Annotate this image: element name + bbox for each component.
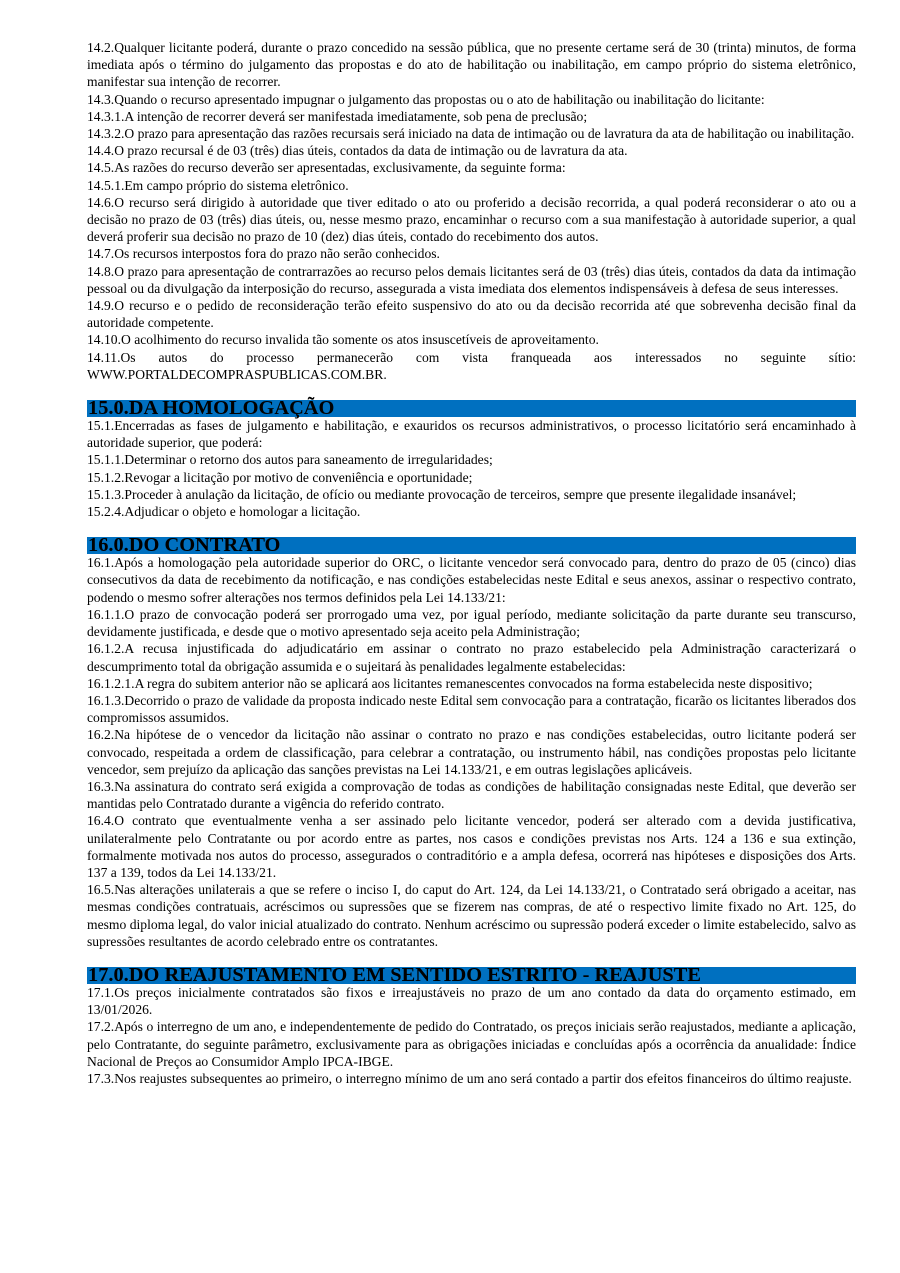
clause-16-2: 16.2.Na hipótese de o vencedor da licitação não assinar o contrato no prazo e nas condições estabelecidas, outro licitante poderá ser convocado, respeitada a ordem de classificação, para celebrar a contratação, ou instrumento hábil, nas condições propostas pelo licitante vencedor, sem prejuízo da aplicação das sanções previstas na Lei 14.133/21, e em outras legislações aplicáveis. — [87, 727, 856, 777]
clause-14-3: 14.3.Quando o recurso apresentado impugnar o julgamento das propostas ou o ato de habilitação ou inabilitação do licitante: — [87, 91, 765, 107]
clause-16-1: 16.1.Após a homologação pela autoridade superior do ORC, o licitante vencedor será convocado para, dentro do prazo de 05 (cinco) dias consecutivos da data de recebimento da notificação, e nas condições estabelecidas neste Edital e seus anexos, assinar o respectivo contrato, podendo o mesmo sofrer alterações nos termos definidos pela Lei 14.133/21: — [87, 555, 856, 605]
clause-15-1-1: 15.1.1.Determinar o retorno dos autos para saneamento de irregularidades; — [87, 452, 493, 468]
clause-15-1: 15.1.Encerradas as fases de julgamento e habilitação, e exauridos os recursos administrativos, o processo licitatório será encaminhado à autoridade superior, que poderá: — [87, 418, 856, 451]
clause-14-6: 14.6.O recurso será dirigido à autoridade que tiver editado o ato ou proferido a decisão recorrida, a qual poderá reconsiderar o ato ou a decisão no prazo de 03 (três) dias úteis, ou, nesse mesmo prazo, encaminhar o recurso com a sua manifestação à autoridade superior, a qual deverá proferir sua decisão no prazo de 10 (dez) dias úteis, contado do recebimento dos autos. — [87, 194, 856, 245]
clause-16-1-3: 16.1.3.Decorrido o prazo de validade da proposta indicado neste Edital sem convocação para a contratação, ficarão os licitantes liberados dos compromissos assumidos. — [87, 692, 856, 726]
section-heading-16: 16.0.DO CONTRATO — [87, 537, 856, 554]
clause-17-3: 17.3.Nos reajustes subsequentes ao primeiro, o interregno mínimo de um ano será contado a partir dos efeitos financeiros do último reajuste. — [87, 1070, 852, 1086]
clause-17-1: 17.1.Os preços inicialmente contratados são fixos e irreajustáveis no prazo de um ano contado da data do orçamento estimado, em 13/01/2026. — [87, 984, 856, 1018]
clause-16-5: 16.5.Nas alterações unilaterais a que se refere o inciso I, do caput do Art. 124, da Lei 14.133/21, o Contratado será obrigado a aceitar, nas mesmas condições contratuais, acréscimos ou supressões que se fizerem nas compras, de até o respectivo limite fixado no Art. 125, do mesmo diploma legal, do valor inicial atualizado do contrato. Nenhum acréscimo ou supressão poderá exceder o limite estabelecido, salvo as supressões resultantes de acordo celebrado entre os contratantes. — [87, 882, 856, 949]
section-heading-15: 15.0.DA HOMOLOGAÇÃO — [87, 400, 856, 417]
section-17-reajuste — [87, 963, 856, 1087]
section-16-contrato — [87, 534, 856, 950]
clause-14-4: 14.4.O prazo recursal é de 03 (três) dias úteis, contados da data de intimação ou de lavratura da ata. — [87, 143, 628, 159]
clause-16-1-2: 16.1.2.A recusa injustificada do adjudicatário em assinar o contrato no prazo estabelecido pela Administração caracterizará o descumprimento total da obrigação assumida e o sujeitará às penalidades legalmente estabelecidas: — [87, 641, 856, 674]
clause-14-3-1: 14.3.1.A intenção de recorrer deverá ser manifestada imediatamente, sob pena de preclusão; — [87, 108, 588, 124]
clause-14-7: 14.7.Os recursos interpostos fora do prazo não serão conhecidos. — [87, 246, 440, 262]
clause-14-5-1: 14.5.1.Em campo próprio do sistema eletrônico. — [87, 177, 349, 193]
clause-14-10: 14.10.O acolhimento do recurso invalida tão somente os atos insuscetíveis de aproveitamento. — [87, 332, 599, 348]
clause-17-2: 17.2.Após o interregno de um ano, e independentemente de pedido do Contratado, os preços iniciais serão reajustados, mediante a aplicação, pelo Contratante, do seguinte parâmetro, exclusivamente para as obrigações iniciadas e concluídas após a ocorrência da anualidade: Índice Nacional de Preços ao Consumidor Amplo IPCA-IBGE. — [87, 1019, 856, 1069]
clause-14-2: 14.2.Qualquer licitante poderá, durante o prazo concedido na sessão pública, que no presente certame será de 30 (trinta) minutos, de forma imediata após o término do julgamento das propostas e do ato de habilitação ou inabilitação, em campo próprio do sistema eletrônico, manifestar sua intenção de recorrer. — [87, 40, 856, 90]
clause-15-2-4: 15.2.4.Adjudicar o objeto e homologar a licitação. — [87, 504, 361, 520]
clause-15-1-2: 15.1.2.Revogar a licitação por motivo de conveniência e oportunidade; — [87, 469, 473, 485]
clause-16-1-1: 16.1.1.O prazo de convocação poderá ser prorrogado uma vez, por igual período, mediante solicitação da parte durante seu transcurso, devidamente justificada, e desde que o motivo apresentado seja aceito pela Administração; — [87, 606, 856, 640]
clause-14-9: 14.9.O recurso e o pedido de reconsideração terão efeito suspensivo do ato ou da decisão recorrida até que sobrevenha decisão final da autoridade competente. — [87, 298, 856, 331]
clause-14-11: 14.11.Os autos do processo permanecerão com vista franqueada aos interessados no seguinte sítio: WWW.PORTALDECOMPRASPUBLICAS.COM.BR. — [87, 349, 856, 382]
section-15-homologacao — [87, 397, 856, 520]
clause-14-3-2: 14.3.2.O prazo para apresentação das razões recursais será iniciado na data de intimação ou de lavratura da ata de habilitação ou inabilitação. — [87, 126, 855, 142]
clause-16-3: 16.3.Na assinatura do contrato será exigida a comprovação de todas as condições de habilitação consignadas neste Edital, que deverão ser mantidas pelo Contratado durante a vigência do referido contrato. — [87, 778, 856, 812]
clause-14-8: 14.8.O prazo para apresentação de contrarrazões ao recurso pelos demais licitantes será de 03 (três) dias úteis, contados da data da intimação pessoal ou da divulgação da interposição do recurso, assegurada a vista imediata dos elementos indispensáveis à defesa de seus interesses. — [87, 263, 856, 296]
clause-15-1-3: 15.1.3.Proceder à anulação da licitação, de ofício ou mediante provocação de terceiros, sempre que presente ilegalidade insanável; — [87, 486, 797, 502]
section-14-recursos — [87, 39, 856, 383]
clause-16-1-2-1: 16.1.2.1.A regra do subitem anterior não se aplicará aos licitantes remanescentes convocados na forma estabelecida neste dispositivo; — [87, 675, 813, 691]
clause-14-5: 14.5.As razões do recurso deverão ser apresentadas, exclusivamente, da seguinte forma: — [87, 160, 566, 176]
clause-16-4: 16.4.O contrato que eventualmente venha a ser assinado pelo licitante vencedor, poderá ser alterado com a devida justificativa, unilateralmente pelo Contratante ou por acordo entre as partes, nos casos e condições previstas nos Arts. 124 a 136 e sua extinção, formalmente motivada nos autos do processo, assegurados o contraditório e a ampla defesa, ocorrerá nas hipóteses e disposições dos Arts. 137 a 139, todos da Lei 14.133/21. — [87, 813, 856, 880]
section-heading-17: 17.0.DO REAJUSTAMENTO EM SENTIDO ESTRITO - REAJUSTE — [87, 967, 856, 984]
